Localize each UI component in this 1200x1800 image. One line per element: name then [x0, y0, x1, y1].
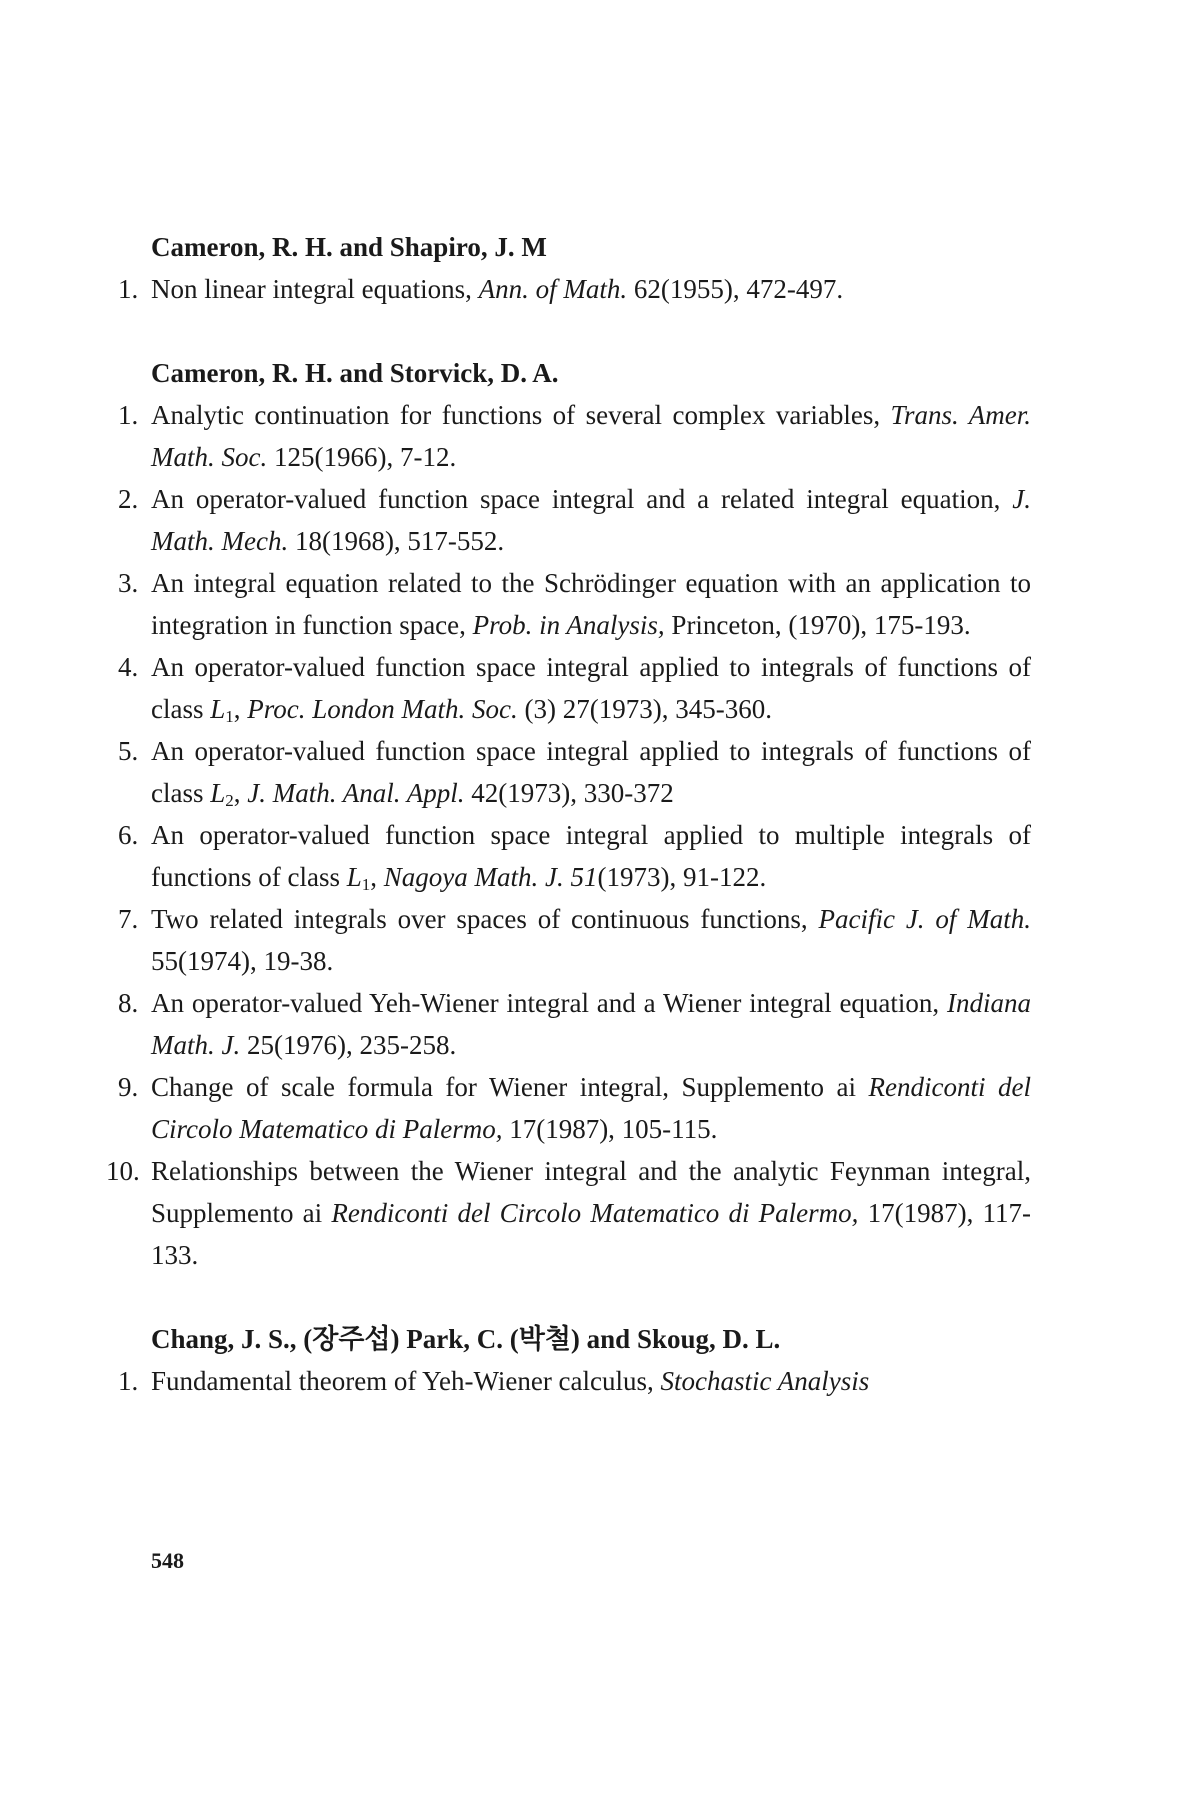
entry-journal: Rendiconti del Circolo Matematico di Palermo,: [331, 1198, 859, 1228]
reference-entry: [118, 730, 1031, 814]
entry-number: 4.: [118, 652, 139, 682]
entry-citation: (3) 27(1973), 345-360.: [517, 694, 772, 724]
entry-title: An operator-valued function space integral applied to multiple integrals of functions of class: [151, 820, 1031, 892]
author-heading: Cameron, R. H. and Storvick, D. A.: [151, 358, 559, 388]
function-class: L: [210, 778, 226, 808]
entry-title: Non linear integral equations,: [151, 274, 479, 304]
entry-title: Analytic continuation for functions of several complex variables,: [151, 400, 891, 430]
entry-title: An operator-valued function space integral applied to integrals of functions of class: [151, 652, 1031, 724]
entry-citation: 55(1974), 19-38.: [151, 946, 334, 976]
entry-citation: 42(1973), 330-372: [464, 778, 674, 808]
entry-citation: 17(1987), 105-115.: [502, 1114, 718, 1144]
entry-title: An integral equation related to the Schrödinger equation with an application to integration in function space,: [151, 568, 1031, 640]
reference-entry: [118, 268, 1031, 310]
entry-journal: Nagoya Math. J. 51: [383, 862, 598, 892]
entry-journal: Prob. in Analysis,: [472, 610, 665, 640]
entry-citation: 125(1966), 7-12.: [267, 442, 457, 472]
bibliography: [106, 226, 1031, 1444]
entry-number: 2.: [118, 484, 139, 514]
author-heading: Chang, J. S., (장주섭) Park, C. (박철) and Skoug, D. L.: [151, 1324, 781, 1354]
entry-journal: Pacific J. of Math.: [818, 904, 1031, 934]
entry-journal: Indiana Math. J.: [151, 988, 1031, 1060]
entry-number: 5.: [118, 736, 139, 766]
entry-title: An operator-valued function space integral and a related integral equation,: [151, 484, 1013, 514]
entry-citation: 25(1976), 235-258.: [240, 1030, 457, 1060]
entry-separator: ,: [370, 862, 384, 892]
entry-title: Two related integrals over spaces of continuous functions,: [151, 904, 819, 934]
function-class-index: 1: [225, 707, 234, 726]
entry-number: 3.: [118, 568, 139, 598]
entry-citation: Princeton, (1970), 175-193.: [664, 610, 971, 640]
reference-entry: [118, 478, 1031, 562]
reference-entry: [118, 1360, 1031, 1402]
entry-journal: J. Math. Mech.: [151, 484, 1031, 556]
page-number: 548: [151, 1548, 184, 1573]
entry-journal: J. Math. Anal. Appl.: [247, 778, 465, 808]
function-class-index: 1: [361, 875, 371, 894]
entry-citation: 18(1968), 517-552.: [288, 526, 505, 556]
author-heading: Cameron, R. H. and Shapiro, J. M: [151, 232, 547, 262]
function-class: L: [210, 694, 226, 724]
function-class-index: 2: [225, 791, 234, 810]
reference-entry: [118, 982, 1031, 1066]
reference-entry: [118, 394, 1031, 478]
reference-entry: [118, 1066, 1031, 1150]
entry-journal: Proc. London Math. Soc.: [247, 694, 518, 724]
entry-number: 1.: [118, 1366, 139, 1396]
entry-citation: 62(1955), 472-497.: [627, 274, 844, 304]
entry-number: 8.: [118, 988, 139, 1018]
entry-separator: ,: [233, 778, 248, 808]
entry-title: Change of scale formula for Wiener integral, Supplemento ai: [151, 1072, 869, 1102]
entry-journal: Ann. of Math.: [478, 274, 628, 304]
entry-number: 1.: [118, 400, 139, 430]
entry-citation: (1973), 91-122.: [597, 862, 767, 892]
entry-number: 7.: [118, 904, 139, 934]
reference-entry: [118, 646, 1031, 730]
reference-entry: [118, 562, 1031, 646]
entry-separator: ,: [233, 694, 248, 724]
entry-journal: Stochastic Analysis: [660, 1366, 870, 1396]
author-group: [118, 226, 1031, 310]
entry-journal: Trans. Amer. Math. Soc.: [151, 400, 1031, 472]
reference-entry: [118, 898, 1031, 982]
entry-title: Relationships between the Wiener integral and the analytic Feynman integral, Supplemento ai: [151, 1156, 1031, 1228]
author-group: [106, 352, 1031, 1276]
function-class: L: [346, 862, 362, 892]
entry-number: 10.: [106, 1156, 140, 1186]
entry-title: Fundamental theorem of Yeh-Wiener calculus,: [151, 1366, 661, 1396]
entry-citation: 17(1987), 117-133.: [151, 1198, 1031, 1270]
entry-number: 1.: [118, 274, 139, 304]
author-group: [118, 1318, 1031, 1402]
reference-entry: [118, 814, 1031, 898]
reference-entry: [106, 1150, 1031, 1276]
entry-title: An operator-valued function space integral applied to integrals of functions of class: [151, 736, 1031, 808]
entry-number: 9.: [118, 1072, 139, 1102]
entry-title: An operator-valued Yeh-Wiener integral and a Wiener integral equation,: [151, 988, 947, 1018]
entry-number: 6.: [118, 820, 139, 850]
entry-journal: Rendiconti del Circolo Matematico di Palermo,: [151, 1072, 1031, 1144]
